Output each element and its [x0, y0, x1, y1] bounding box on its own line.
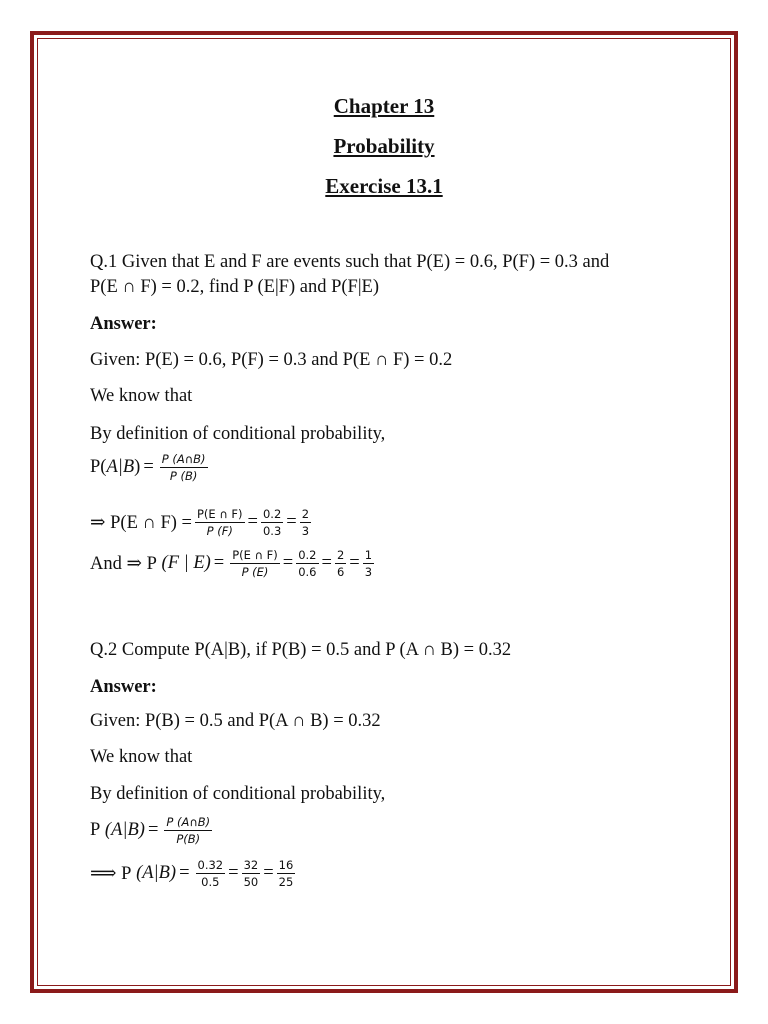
q2-formula: [90, 815, 215, 846]
q2-step1-frac3-den: 25: [278, 875, 294, 889]
q1-formula-num: P (A∩B): [161, 452, 206, 466]
q1-question-line2: P(E ∩ F) = 0.2, find P (E|F) and P(F|E): [90, 277, 379, 297]
q1-formula-p: P(: [90, 457, 107, 477]
q1-step1-frac2-den: 0.3: [262, 524, 282, 538]
q2-step1-frac1-den: 0.5: [201, 875, 220, 889]
q1-step2-frac4-num: 1: [364, 548, 373, 562]
q2-step1-frac3: [277, 858, 296, 889]
q2-given: Given: P(B) = 0.5 and P(A ∩ B) = 0.32: [90, 711, 381, 731]
q1-step1-frac1-den: P (F): [206, 524, 233, 538]
q1-step2-eq1: =: [282, 553, 294, 573]
q1-step2-eq3: =: [349, 553, 360, 573]
q1-formula-var: A|B: [106, 457, 135, 477]
q1-step2-eq0: =: [213, 553, 225, 573]
q1-step1-eq1: =: [247, 512, 258, 532]
q1-step2-frac4: [363, 548, 374, 579]
q1-step1-frac1: [195, 507, 245, 538]
q1-formula-close: ): [134, 457, 141, 477]
q1-step2-frac1-num: P(E ∩ F): [232, 548, 278, 562]
q1-step1-eq2: =: [286, 512, 297, 532]
q1-formula: [90, 452, 211, 483]
q1-step2-prefix: And ⇒ P: [90, 553, 157, 574]
q2-step1-var: (A|B): [136, 863, 177, 883]
q1-step1-frac3: [300, 507, 311, 538]
q1-step2-frac2-num: 0.2: [298, 548, 317, 562]
q2-definition: By definition of conditional probability,: [90, 784, 386, 804]
q1-step2-var: (F | E): [161, 553, 211, 573]
q1-formula-eq: =: [143, 457, 154, 477]
q1-step2-frac2: [296, 548, 318, 579]
q1-step2-frac4-den: 3: [364, 565, 373, 579]
q2-formula-p: P: [90, 820, 101, 840]
q2-step1-frac2-den: 50: [243, 875, 259, 889]
q1-answer-label: Answer:: [90, 314, 157, 334]
q1-given: Given: P(E) = 0.6, P(F) = 0.3 and P(E ∩ F) = 0.2: [90, 350, 453, 370]
q1-step2-frac3-num: 2: [336, 548, 345, 562]
q2-formula-eq: =: [147, 820, 159, 840]
q1-step2-frac1: [230, 548, 280, 579]
q1-step2-eq2: =: [321, 553, 332, 573]
q1-step1-prefix: ⇒ P(E ∩ F) =: [90, 512, 192, 533]
q2-question: Q.2 Compute P(A|B), if P(B) = 0.5 and P (A ∩ B) = 0.32: [90, 640, 512, 660]
q2-step1-frac1-num: 0.32: [197, 858, 224, 872]
exercise-title: Exercise 13.1: [325, 174, 443, 198]
q1-step1: [90, 507, 314, 538]
q1-step1-frac1-num: P(E ∩ F): [197, 507, 243, 521]
q1-step1-frac3-num: 2: [301, 507, 310, 521]
q2-step1-frac1: [196, 858, 226, 889]
q2-step1-eq1: =: [228, 863, 239, 883]
q2-formula-den: P(B): [176, 832, 201, 846]
q2-step1-eq0: =: [179, 863, 190, 883]
q2-formula-num: P (A∩B): [166, 815, 211, 829]
chapter-title: Chapter 13: [333, 94, 435, 118]
q2-answer-label: Answer:: [90, 677, 157, 697]
q2-step1-prefix: ⟹ P: [90, 863, 132, 884]
q1-question-line1: Q.1 Given that E and F are events such that P(E) = 0.6, P(F) = 0.3 and: [90, 252, 610, 272]
q1-step1-frac2-num: 0.2: [262, 507, 282, 521]
q1-step2-frac2-den: 0.6: [298, 565, 317, 579]
q1-step2-frac3: [335, 548, 346, 579]
q1-formula-den: P (B): [169, 469, 198, 483]
chapter-subject: Probability: [333, 134, 435, 158]
q2-step1-frac3-num: 16: [278, 858, 294, 872]
q1-step1-frac3-den: 3: [301, 524, 310, 538]
q1-definition: By definition of conditional probability,: [90, 424, 386, 444]
q1-step2-frac3-den: 6: [336, 565, 345, 579]
q2-step1-eq2: =: [263, 863, 274, 883]
q2-we-know: We know that: [90, 747, 193, 767]
q2-step1-frac2-num: 32: [243, 858, 259, 872]
q1-step2: [90, 548, 377, 579]
q1-step2-frac1-den: P (E): [241, 565, 269, 579]
q1-we-know: We know that: [90, 386, 193, 406]
q2-formula-fraction: [164, 815, 212, 846]
q1-step1-frac2: [261, 507, 283, 538]
q2-step1: [90, 858, 298, 889]
q1-formula-fraction: [160, 452, 208, 483]
q2-formula-var: (A|B): [104, 820, 145, 840]
q2-step1-frac2: [242, 858, 261, 889]
